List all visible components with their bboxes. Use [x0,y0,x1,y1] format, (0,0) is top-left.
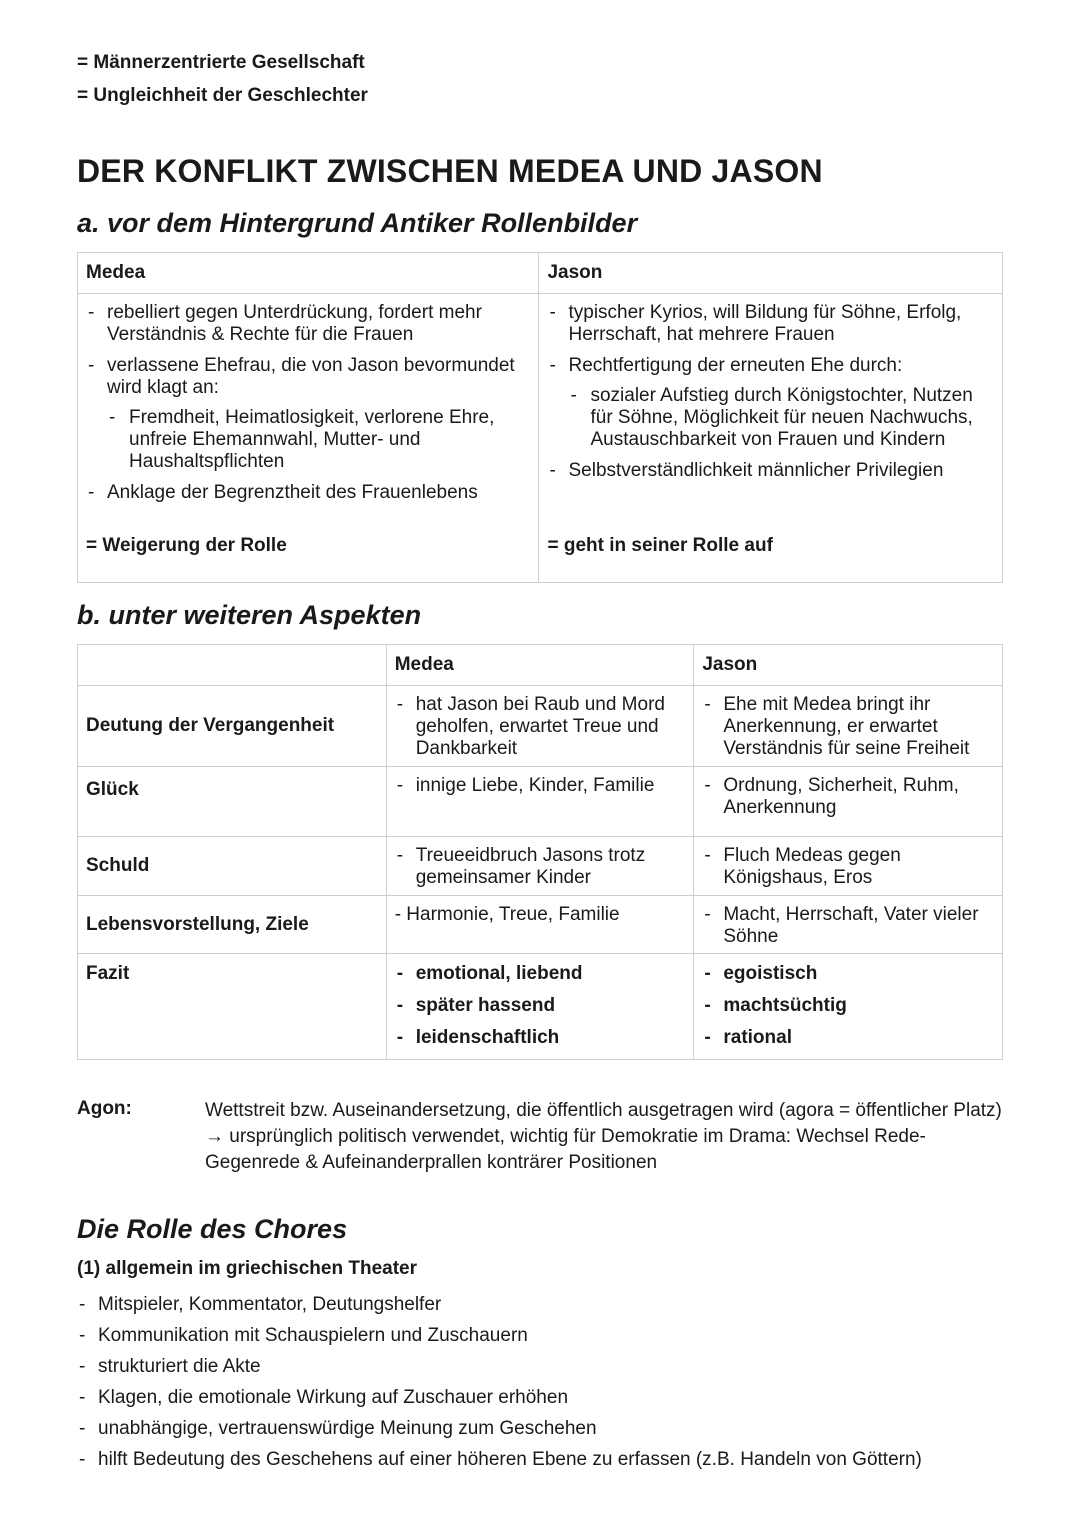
list-item-text: verlassene Ehefrau, die von Jason bevormundet wird klagt an: [107,355,515,398]
row-label: Deutung der Vergangenheit [78,686,387,767]
list-item: - typischer Kyrios, will Bildung für Söhne, Erfolg, Herrschaft, hat mehrere Frauen [547,302,994,346]
medea-cell [386,837,694,896]
list-item: - hat Jason bei Raub und Mord geholfen, erwartet Treue und Dankbarkeit [395,694,686,760]
sub-list [568,385,994,451]
medea-cell [386,686,694,767]
list-item: - Selbstverständlichkeit männlicher Privilegien [547,460,994,482]
table-row [78,767,1003,837]
table-header-row [78,253,1003,294]
table-row [78,837,1003,896]
column-header-jason: Jason [694,645,1003,686]
medea-role-cell [78,294,539,583]
medea-role-summary: = Weigerung der Rolle [86,535,287,556]
row-label: Lebensvorstellung, Ziele [78,896,387,954]
intro-line-2: = Ungleichheit der Geschlechter [77,85,368,106]
list-item: - Treueeidbruch Jasons trotz gemeinsamer Kinder [395,845,686,889]
list-item: - machtsüchtig [702,995,994,1017]
chor-list [77,1289,1007,1475]
medea-cell: - Harmonie, Treue, Familie [386,896,694,954]
list-item: - Klagen, die emotionale Wirkung auf Zuschauer erhöhen [77,1382,1007,1413]
list-item: - hilft Bedeutung des Geschehens auf einer höheren Ebene zu erfassen (z.B. Handeln von Göttern) [77,1444,1007,1475]
medea-fazit-cell [386,954,694,1060]
list-item: - Kommunikation mit Schauspielern und Zuschauern [77,1320,1007,1351]
list-item: - Anklage der Begrenztheit des Frauenlebens [86,482,530,504]
list-item: - leidenschaftlich [395,1027,686,1049]
jason-role-cell [539,294,1003,583]
table-row [78,896,1003,954]
list-item: - unabhängige, vertrauenswürdige Meinung zum Geschehen [77,1413,1007,1444]
column-header-medea: Medea [386,645,694,686]
table-row-fazit [78,954,1003,1060]
sub-list-item: - sozialer Aufstieg durch Königstochter, Nutzen für Söhne, Möglichkeit für neuen Nachwuchs, Austauschbarkeit von Frauen und Kindern [568,385,994,451]
list-item [86,355,530,473]
list-item: - emotional, liebend [395,963,686,985]
column-header-jason: Jason [539,253,1003,294]
medea-role-list [86,302,530,504]
jason-cell [694,686,1003,767]
jason-cell [694,896,1003,954]
intro-line-1: = Männerzentrierte Gesellschaft [77,52,365,73]
list-item: - strukturiert die Akte [77,1351,1007,1382]
list-item: - Mitspieler, Kommentator, Deutungshelfer [77,1289,1007,1320]
list-item: - Ordnung, Sicherheit, Ruhm, Anerkennung [702,775,994,819]
jason-role-summary: = geht in seiner Rolle auf [547,535,773,556]
chor-heading: Die Rolle des Chores [77,1214,348,1244]
column-header-medea: Medea [78,253,539,294]
list-item: - innige Liebe, Kinder, Familie [395,775,686,797]
jason-role-list [547,302,994,482]
medea-cell [386,767,694,837]
role-images-table [77,252,1003,583]
section-b-heading: b. unter weiteren Aspekten [77,600,422,630]
list-item: - rebelliert gegen Unterdrückung, fordert mehr Verständnis & Rechte für die Frauen [86,302,530,346]
jason-cell [694,837,1003,896]
sub-list-item: - Fremdheit, Heimatlosigkeit, verlorene Ehre, unfreie Ehemannwahl, Mutter- und Haushaltspflichten [107,407,530,473]
list-item: - Ehe mit Medea bringt ihr Anerkennung, er erwartet Verständnis für seine Freiheit [702,694,994,760]
row-label: Glück [78,767,387,837]
list-item: - später hassend [395,995,686,1017]
list-item: - Macht, Herrschaft, Vater vieler Söhne [702,904,994,948]
table-row [78,294,1003,583]
table-header-row [78,645,1003,686]
list-item: - Fluch Medeas gegen Königshaus, Eros [702,845,994,889]
agon-term: Agon: [77,1098,132,1119]
list-item: - rational [702,1027,994,1049]
section-a-heading: a. vor dem Hintergrund Antiker Rollenbilder [77,208,638,238]
page-title: DER KONFLIKT ZWISCHEN MEDEA UND JASON [77,153,823,189]
list-item: - egoistisch [702,963,994,985]
agon-definition: Wettstreit bzw. Auseinandersetzung, die öffentlich ausgetragen wird (agora = öffentlicher Platz) → ursprünglich politisch verwendet, wichtig für Demokratie im Drama: Wechsel Rede-Gegenrede & Aufeinanderprallen konträrer Positionen [205,1100,1002,1173]
aspects-table [77,644,1003,1060]
list-item [547,355,994,451]
chor-subheading: (1) allgemein im griechischen Theater [77,1258,417,1279]
sub-list [107,407,530,473]
jason-fazit-cell [694,954,1003,1060]
column-header-empty [78,645,387,686]
list-item-text: Rechtfertigung der erneuten Ehe durch: [568,355,903,376]
row-label: Fazit [78,954,387,1060]
row-label: Schuld [78,837,387,896]
jason-cell [694,767,1003,837]
table-row [78,686,1003,767]
